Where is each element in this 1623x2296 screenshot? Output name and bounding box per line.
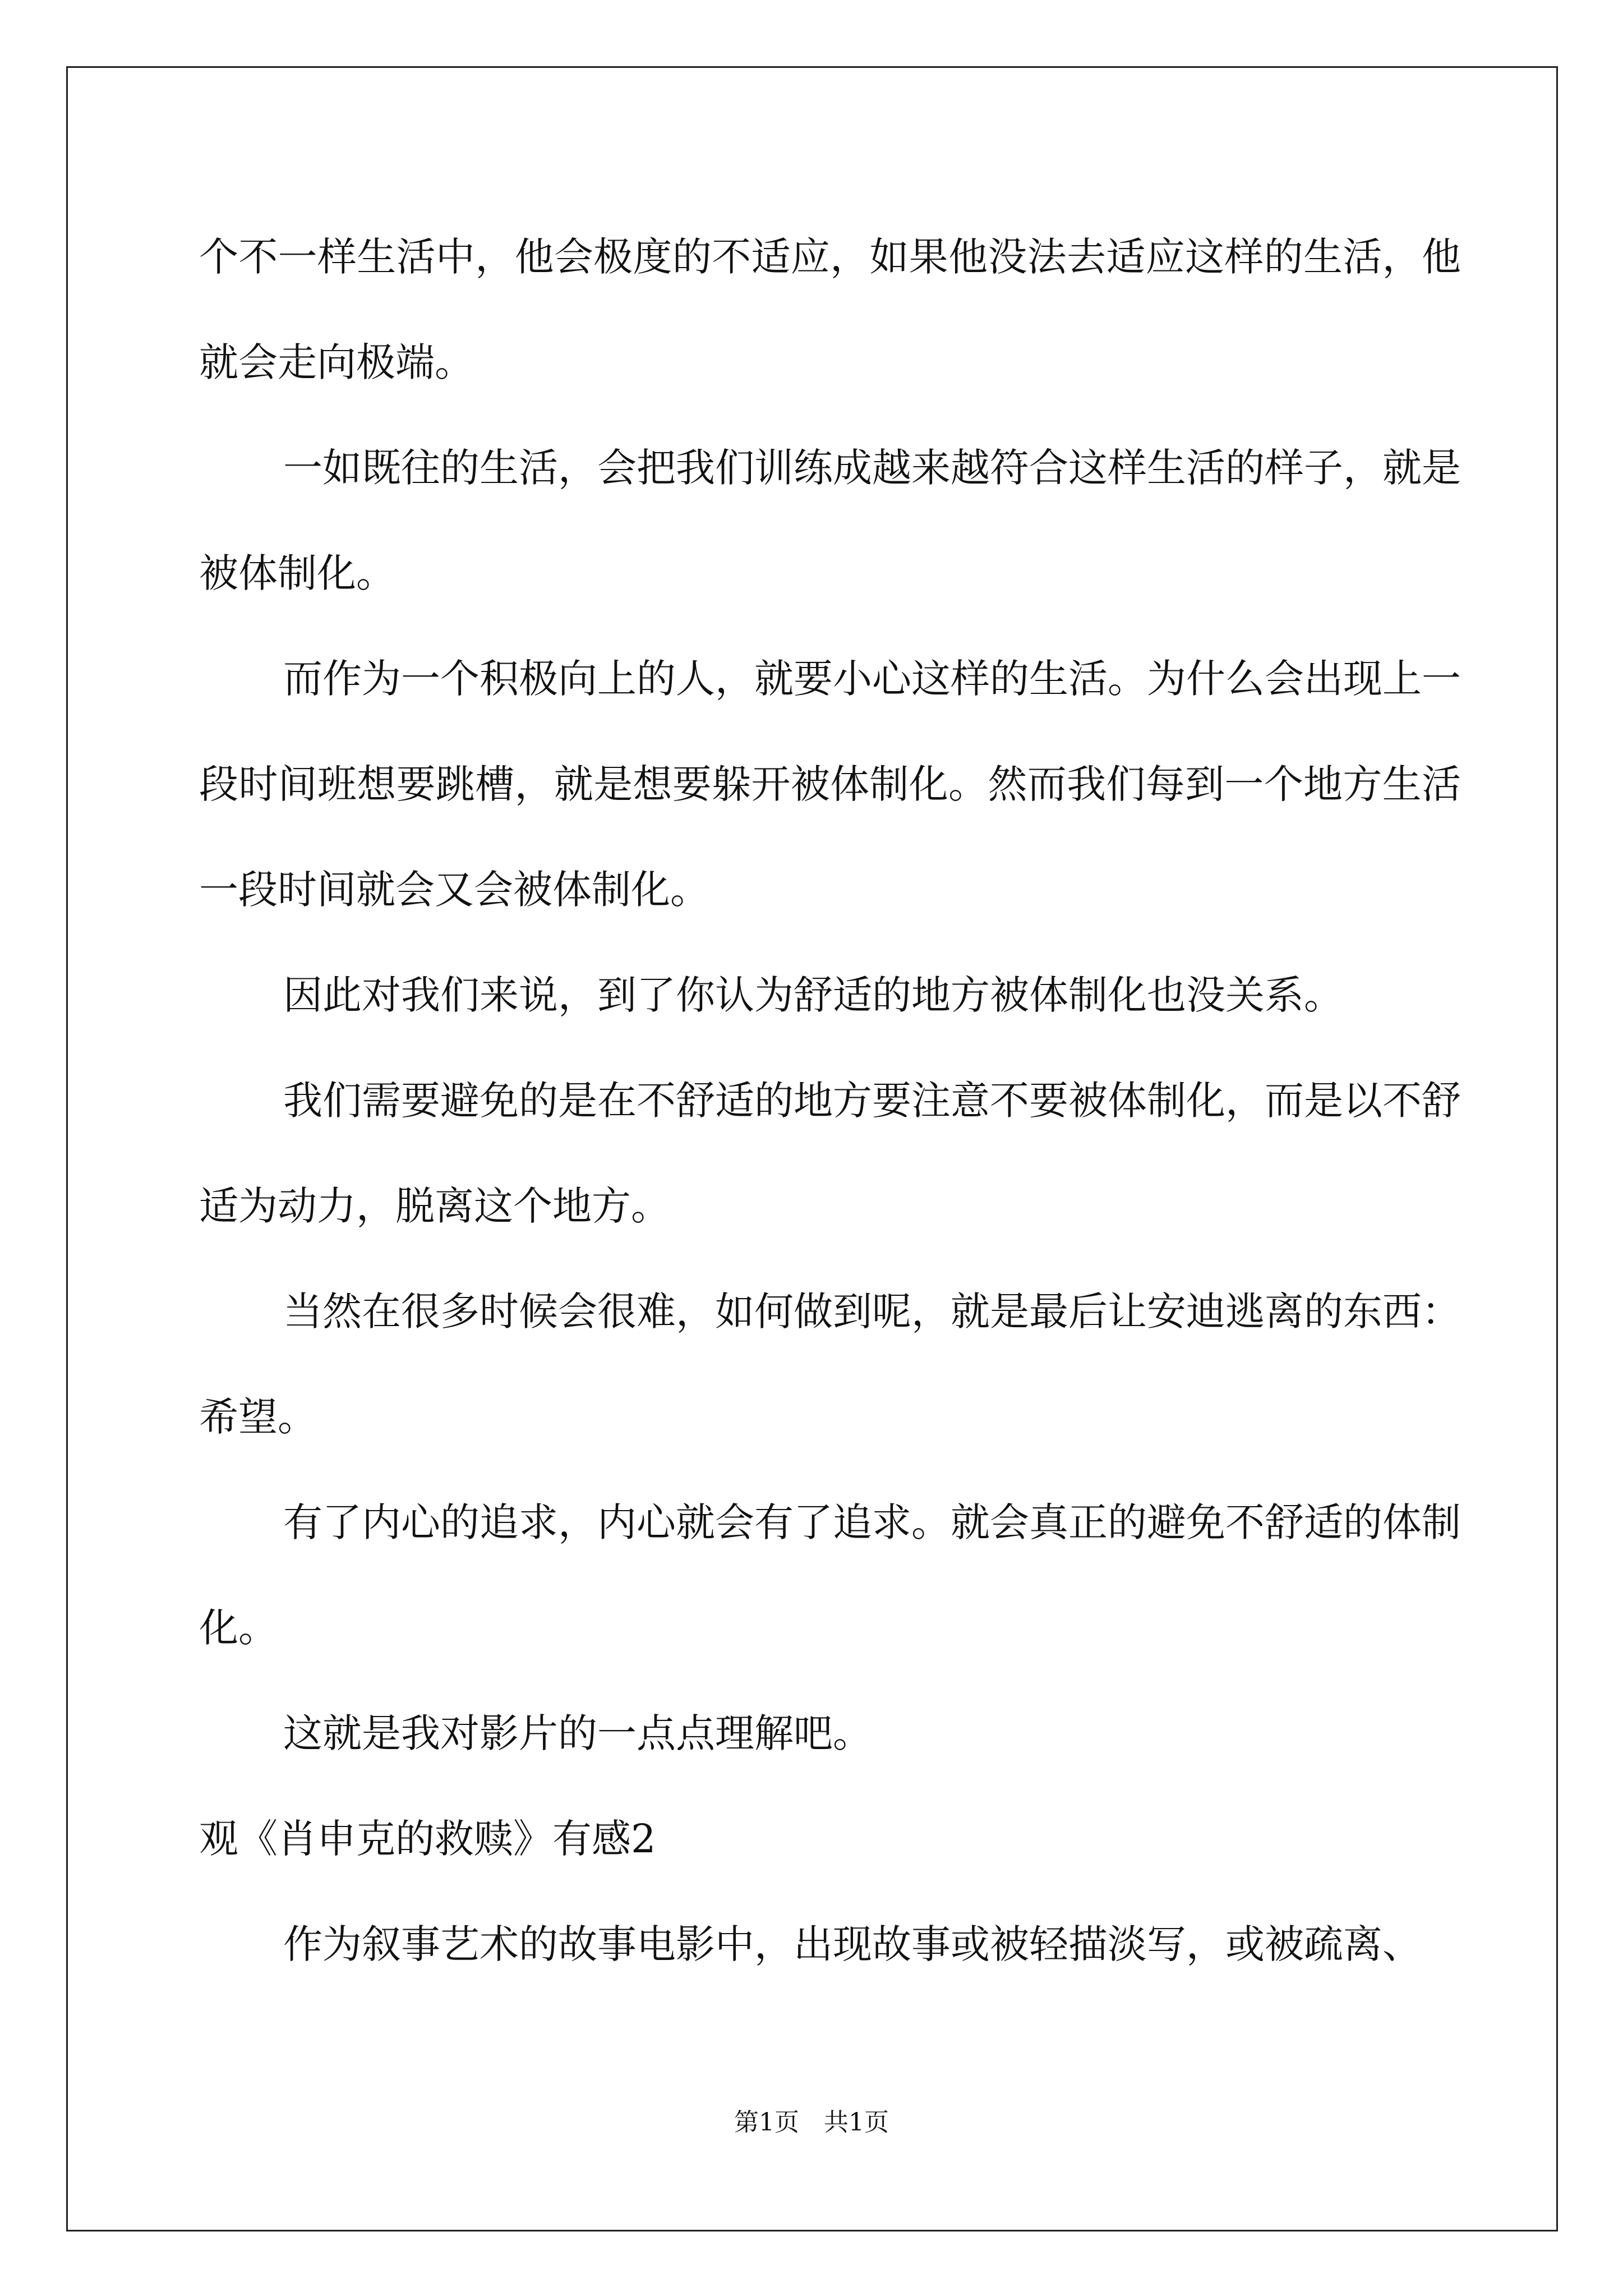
paragraph: 作为叙事艺术的故事电影中，出现故事或被轻描淡写，或被疏离、	[283, 1921, 1422, 1967]
paragraph: 有了内心的追求，内心就会有了追求。就会真正的避免不舒适的体制化。	[199, 1499, 1461, 1651]
paragraph: 而作为一个积极向上的人，就要小心这样的生活。为什么会出现上一段时间班想要跳槽，就是想要躲开被体制化。然而我们每到一个地方生活一段时间就会又会被体制化。	[199, 656, 1461, 913]
paragraph: 我们需要避免的是在不舒适的地方要注意不要被体制化，而是以不舒适为动力，脱离这个地方。	[199, 1078, 1461, 1229]
paragraph: 个不一样生活中，他会极度的不适应，如果他没法去适应这样的生活，他就会走向极端。	[199, 234, 1461, 385]
paragraph: 当然在很多时候会很难，如何做到呢，就是最后让安迪逃离的东西：希望。	[199, 1289, 1461, 1440]
paragraph: 一如既往的生活，会把我们训练成越来越符合这样生活的样子，就是被体制化。	[199, 445, 1461, 596]
paragraph: 因此对我们来说，到了你认为舒适的地方被体制化也没关系。	[283, 972, 1343, 1018]
page-footer: 第1页 共1页	[734, 2108, 889, 2137]
paragraph: 这就是我对影片的一点点理解吧。	[283, 1710, 872, 1756]
section-heading: 观《肖申克的救赎》有感2	[199, 1816, 656, 1862]
document-body	[199, 204, 1461, 1997]
